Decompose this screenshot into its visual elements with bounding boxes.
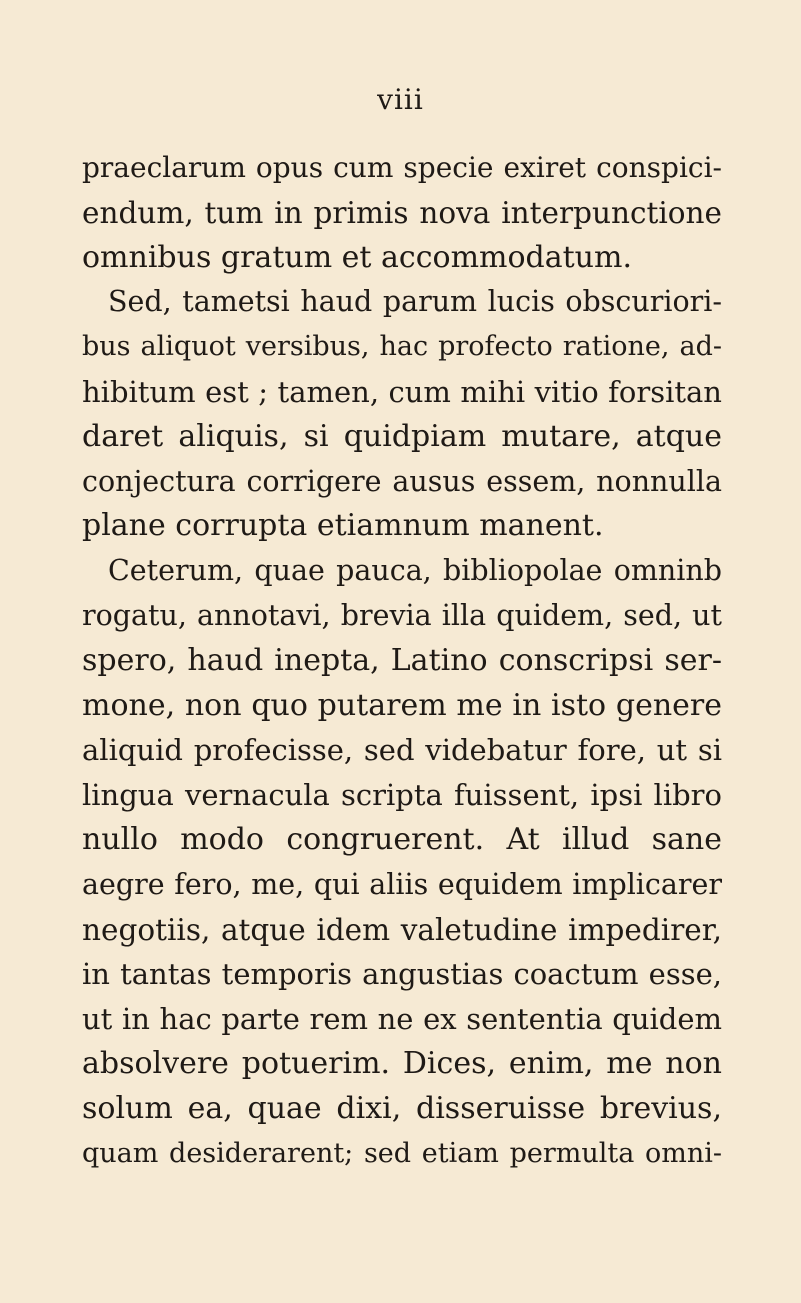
text-line: plane corrupta etiamnum manent. <box>82 508 604 544</box>
text-line: praeclarum opus cum specie exiret conspici- <box>82 151 722 184</box>
text-line: quam desiderarent; sed etiam permulta omni- <box>82 1137 722 1169</box>
text-line: rogatu, annotavi, brevia illa quidem, sed, ut <box>82 598 722 632</box>
text-line: lingua vernacula scripta fuissent, ipsi libro <box>82 778 722 813</box>
body-text <box>82 146 722 1176</box>
text-line: ut in hac parte rem ne ex sententia quidem <box>82 1002 722 1037</box>
text-line: omnibus gratum et accommodatum. <box>82 239 632 275</box>
text-line: absolvere potuerim. Dices, enim, me non <box>82 1045 722 1081</box>
text-line: mone, non quo putarem me in isto genere <box>82 687 722 723</box>
text-line: hibitum est ; tamen, cum mihi vitio forsitan <box>82 374 722 409</box>
text-line: Ceterum, quae pauca, bibliopolae omninb <box>108 554 722 588</box>
text-line: daret aliquis, si quidpiam mutare, atque <box>82 418 722 454</box>
text-line: solum ea, quae dixi, disseruisse brevius, <box>82 1090 722 1126</box>
text-line: endum, tum in primis nova interpunctione <box>82 195 722 230</box>
page-number: viii <box>377 83 424 116</box>
text-line: Sed, tametsi haud parum lucis obscuriori- <box>108 285 722 319</box>
text-line: negotiis, atque idem valetudine impedirer, <box>82 912 722 947</box>
text-line: conjectura corrigere ausus essem, nonnulla <box>82 464 722 498</box>
text-line: nullo modo congruerent. At illud sane <box>82 821 722 857</box>
text-line: in tantas temporis angustias coactum esse, <box>82 957 722 992</box>
text-line: aliquid profecisse, sed videbatur fore, ut si <box>82 733 722 768</box>
text-line: bus aliquot versibus, hac profecto ratione, ad- <box>82 331 722 363</box>
text-line: spero, haud inepta, Latino conscripsi ser- <box>82 642 722 678</box>
text-line: aegre fero, me, qui aliis equidem implicarer <box>82 867 722 901</box>
